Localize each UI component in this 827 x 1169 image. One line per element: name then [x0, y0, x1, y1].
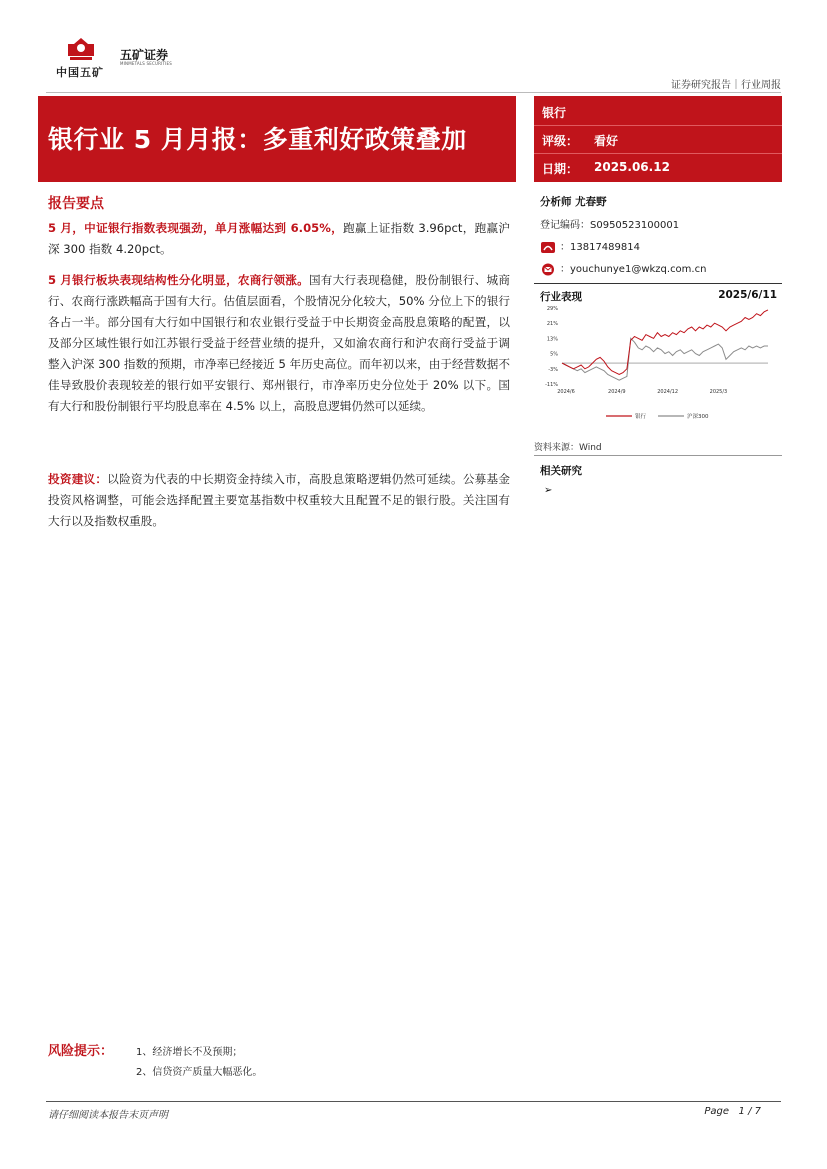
brand-subtitle: MINMETALS SECURITIES [120, 61, 172, 66]
analyst-phone: ：13817489814 [560, 242, 640, 253]
y-tick-label: 29% [546, 306, 558, 312]
x-tick-label: 2025/3 [709, 389, 728, 395]
p1-text: 跑赢上证指数 3.96pct，跑赢沪深 300 指数 4.20pct。 [48, 221, 510, 256]
logo-text: 中国五矿 [56, 66, 104, 79]
logo-icon [66, 36, 96, 62]
phone-icon [540, 241, 556, 254]
data-source: 资料来源：Wind [534, 443, 602, 453]
summary-heading: 报告要点 [48, 196, 104, 212]
risk-item-1: 1、经济增长不及预期； [136, 1047, 243, 1058]
p2-text: 国有大行表现稳健，股份制银行、城商行、农商行涨跌幅高于国有大行。估值层面看，个股情况分化较大，50% 分位上下的银行各占一半。部分国有大行如中国银行和农业银行受益于中长期资金高股息策略的配置，以及部分区域性银行如江苏银行受益于经营业绩的提升，又如渝农商行和沪农商行受益于调整入沪深 300 指数的预期，市净率已经接近 5 年历史高位。而年初以来，由于经营数据不佳导致股价表现较差的银行如平安银行、郑州银行，市净率历史分位处于 20% 以下。国有大行和股份制银行平均股息率在 4.5% 以上，高股息逻辑仍然可以延续。 [48, 273, 510, 413]
page-label: Page [704, 1106, 729, 1117]
rating-label: 评级： [542, 134, 579, 148]
footer-disclaimer: 请仔细阅读本报告末页声明 [48, 1110, 168, 1121]
analyst-email-row [540, 260, 706, 276]
y-tick-label: -3% [548, 366, 558, 373]
date-label: 日期： [542, 162, 579, 176]
arrow-icon: ➢ [544, 485, 553, 496]
y-tick-label: -11% [545, 382, 558, 388]
perf-title: 行业表现 [540, 291, 582, 303]
y-tick-label: 13% [546, 336, 558, 343]
footer-divider [46, 1101, 781, 1102]
rating-value: 看好 [594, 134, 619, 148]
p2-highlight: 5 月银行板块表现结构性分化明显，农商行领涨。 [48, 273, 309, 287]
related-divider [534, 455, 782, 456]
series-line [562, 310, 768, 375]
email-icon [540, 263, 556, 276]
perf-divider [534, 283, 782, 284]
page-number: 1 / 7 [738, 1106, 761, 1117]
page-indicator [704, 1106, 761, 1117]
side-divider [534, 153, 782, 154]
side-divider [534, 125, 782, 126]
performance-chart [536, 300, 780, 428]
p1-highlight: 5 月，中证银行指数表现强劲，单月涨幅达到 6.05%， [48, 221, 344, 235]
p3-highlight: 投资建议： [48, 472, 108, 486]
summary-paragraph-2 [48, 270, 510, 417]
date-value: 2025.06.12 [594, 160, 670, 174]
related-title: 相关研究 [540, 465, 582, 477]
brand-name: 五矿证券 [120, 48, 169, 62]
y-tick-label: 5% [550, 351, 558, 358]
analyst-name: 分析师 尤春野 [540, 196, 607, 208]
analyst-email[interactable]: ：youchunye1@wkzq.com.cn [560, 264, 707, 275]
summary-paragraph-3 [48, 469, 510, 532]
analyst-reg: 登记编码：S0950523100001 [540, 220, 680, 231]
perf-date: 2025/6/11 [718, 289, 777, 301]
page-title: 银行业 5 月月报：多重利好政策叠加 [48, 125, 467, 154]
header-divider [46, 92, 781, 93]
risk-label: 风险提示： [48, 1044, 114, 1059]
y-tick-label: 21% [546, 321, 558, 328]
x-tick-label: 2024/6 [557, 389, 575, 395]
x-tick-label: 2024/9 [608, 389, 626, 395]
p3-text: 以险资为代表的中长期资金持续入市，高股息策略逻辑仍然可延续。公募基金投资风格调整，可能会选择配置主要宽基指数中权重较大且配置不足的银行股。关注国有大行以及指数权重股。 [48, 472, 510, 528]
report-type: 证券研究报告｜行业周报 [671, 80, 781, 91]
x-tick-label: 2024/12 [657, 389, 679, 395]
summary-paragraph-1 [48, 218, 510, 260]
legend-label: 银行 [635, 414, 647, 420]
legend-label: 沪深300 [687, 414, 709, 420]
industry-name: 银行 [542, 106, 567, 120]
risk-item-2: 2、信贷资产质量大幅恶化。 [136, 1067, 263, 1078]
series-line [562, 338, 768, 380]
analyst-phone-row [540, 238, 640, 254]
